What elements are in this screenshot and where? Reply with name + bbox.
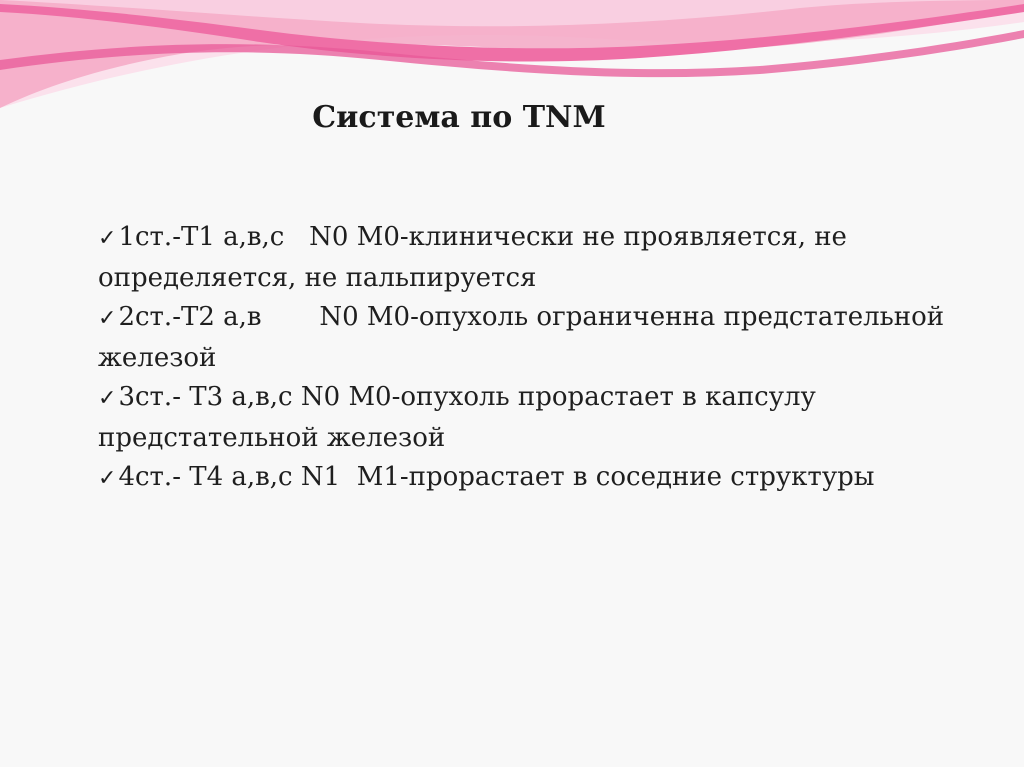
stage-2-lead: 2ст.-Т2 а,в N0 M0- xyxy=(118,302,419,332)
stage-1-lead: 1ст.-Т1 а,в,с N0 M0- xyxy=(118,222,409,252)
stage-2-text: опухоль ограниченна предстательной железой xyxy=(98,302,945,373)
stage-3-text: опухоль прорастает в капсулу предстательной железой xyxy=(98,382,816,453)
checkmark-icon: ✓ xyxy=(98,226,117,251)
list-item-stage-3 xyxy=(98,378,978,458)
list-item-stage-2 xyxy=(98,298,978,378)
stage-4-lead: 4ст.- Т4 а,в,с N1 M1- xyxy=(118,462,409,492)
slide-title: Система по TNM xyxy=(312,100,606,135)
list-item-stage-4 xyxy=(98,458,978,499)
tnm-stage-list xyxy=(98,218,978,499)
checkmark-icon: ✓ xyxy=(98,306,117,331)
list-item-stage-1 xyxy=(98,218,978,298)
stage-4-text: прорастает в соседние структуры xyxy=(408,462,875,492)
checkmark-icon: ✓ xyxy=(98,386,117,411)
checkmark-icon: ✓ xyxy=(98,466,117,491)
stage-1-text: клинически не проявляется, не определяется, не пальпируется xyxy=(98,222,847,293)
stage-3-lead: 3ст.- Т3 а,в,с N0 M0- xyxy=(118,382,401,412)
